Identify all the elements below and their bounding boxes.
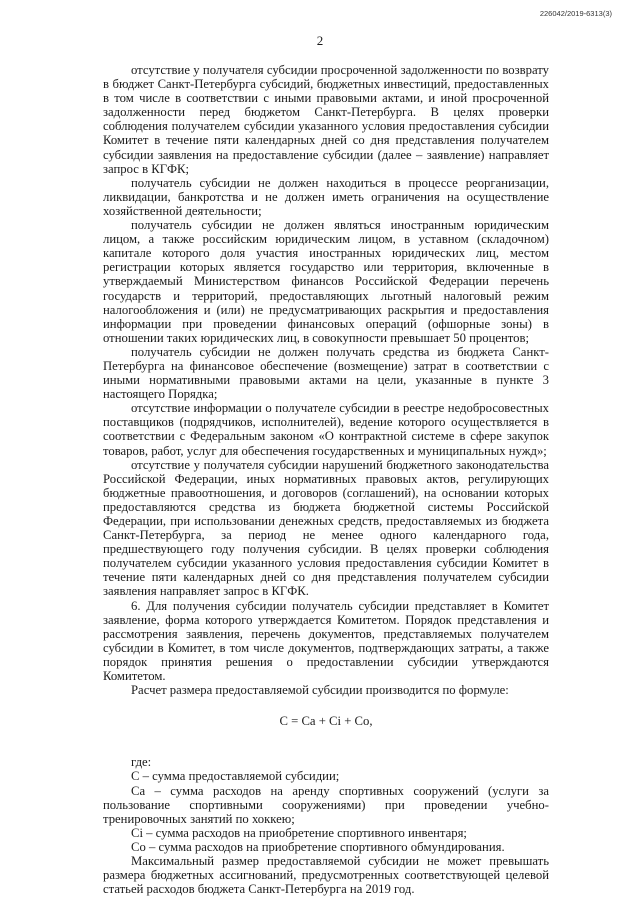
paragraph-no-debt: отсутствие у получателя субсидии просроченной задолженности по возврату в бюджет Санкт-Петербурга субсидий, бюджетных инвестиций, предоставленных в том числе в соответствии с иными правовыми актами, и иной просроченной задолженности перед бюджетом Санкт-Петербурга. В целях проверки соблюдения получателем субсидии указанного условия предоставления субсидии Комитет в течение пяти календарных дней со дня представления получателем субсидии заявления на предоставление субсидии (далее – заявление) направляет запрос в КГФК; (103, 63, 549, 176)
paragraph-not-foreign-entity: получатель субсидии не должен являться иностранным юридическим лицом, а также российским юридическим лицом, в уставном (складочном) капитале которого доля участия иностранных юридических лиц, местом регистрации которых является государство или территория, включенные в утверждаемый Министерством финансов Российской Федерации перечень государств и территорий, предоставляющих льготный налоговый режим налогообложения и (или) не предусматривающих раскрытия и предоставления информации при проведении финансовых операций (офшорные зоны) в отношении таких юридических лиц, в совокупности превышает 50 процентов; (103, 218, 549, 345)
definition-ci: Ci – сумма расходов на приобретение спортивного инвентаря; (131, 825, 467, 840)
page-number: 2 (316, 33, 324, 48)
paragraph-max-subsidy: Максимальный размер предоставляемой субсидии не может превышать размера бюджетных ассигнований, предусмотренных соответствующей целевой статьей расходов бюджета Санкт-Петербурга на 2019 год. (103, 853, 549, 897)
definition-c: С – сумма предоставляемой субсидии; (131, 769, 340, 784)
subsidy-formula: С = Са + Ci + Со, (279, 714, 373, 729)
paragraph-clause-6: 6. Для получения субсидии получатель субсидии представляет в Комитет заявление, форма которого утверждается Комитетом. Порядок представления и рассмотрения заявления, перечень документов, представляемых получателем субсидии в Комитет, в том числе документов, подтверждающих затраты, а также порядок принятия решения о предоставлении субсидии утверждаются Комитетом. (103, 598, 549, 684)
paragraph-formula-intro: Расчет размера предоставляемой субсидии производится по формуле: (131, 683, 509, 698)
paragraph-no-other-funds: получатель субсидии не должен получать средства из бюджета Санкт-Петербурга на финансовое обеспечение (возмещение) затрат в соответствии с иными нормативными правовыми актами на цели, указанные в пункте 3 настоящего Порядка; (103, 344, 549, 402)
where-label: где: (131, 755, 152, 770)
paragraph-not-in-registry: отсутствие информации о получателе субсидии в реестре недобросовестных поставщиков (подрядчиков, исполнителей), ведение которого осуществляется в соответствии с Федеральным законом «О контрактной системе в сфере закупок товаров, работ, услуг для обеспечения государственных и муниципальных нужд»; (103, 401, 549, 458)
definition-ca: Са – сумма расходов на аренду спортивных сооружений (услуги за пользование спортивными сооружениями) при проведении учебно-тренировочных занятий по хоккею; (103, 783, 549, 826)
document-id: 226042/2019-6313(3) (539, 9, 612, 18)
document-body (103, 63, 549, 896)
definition-co: Со – сумма расходов на приобретение спортивного обмундирования. (131, 839, 505, 854)
paragraph-no-budget-violations: отсутствие у получателя субсидии нарушений бюджетного законодательства Российской Федерации, иных нормативных правовых актов, регулирующих бюджетные правоотношения, и договоров (соглашений), на основании которых предоставляются средства из бюджета бюджетной системы Российской Федерации, при использовании денежных средств, предоставляемых из бюджета Санкт-Петербурга, за период не менее одного календарного года, предшествующего году получения субсидии. В целях проверки соблюдения получателем субсидии указанного условия предоставления субсидии Комитет в течение пяти календарных дней со дня представления получателем субсидии заявления направляет запрос в КГФК. (103, 457, 549, 599)
paragraph-no-reorganization: получатель субсидии не должен находиться в процессе реорганизации, ликвидации, банкротства и не должен иметь ограничения на осуществление хозяйственной деятельности; (103, 175, 549, 218)
